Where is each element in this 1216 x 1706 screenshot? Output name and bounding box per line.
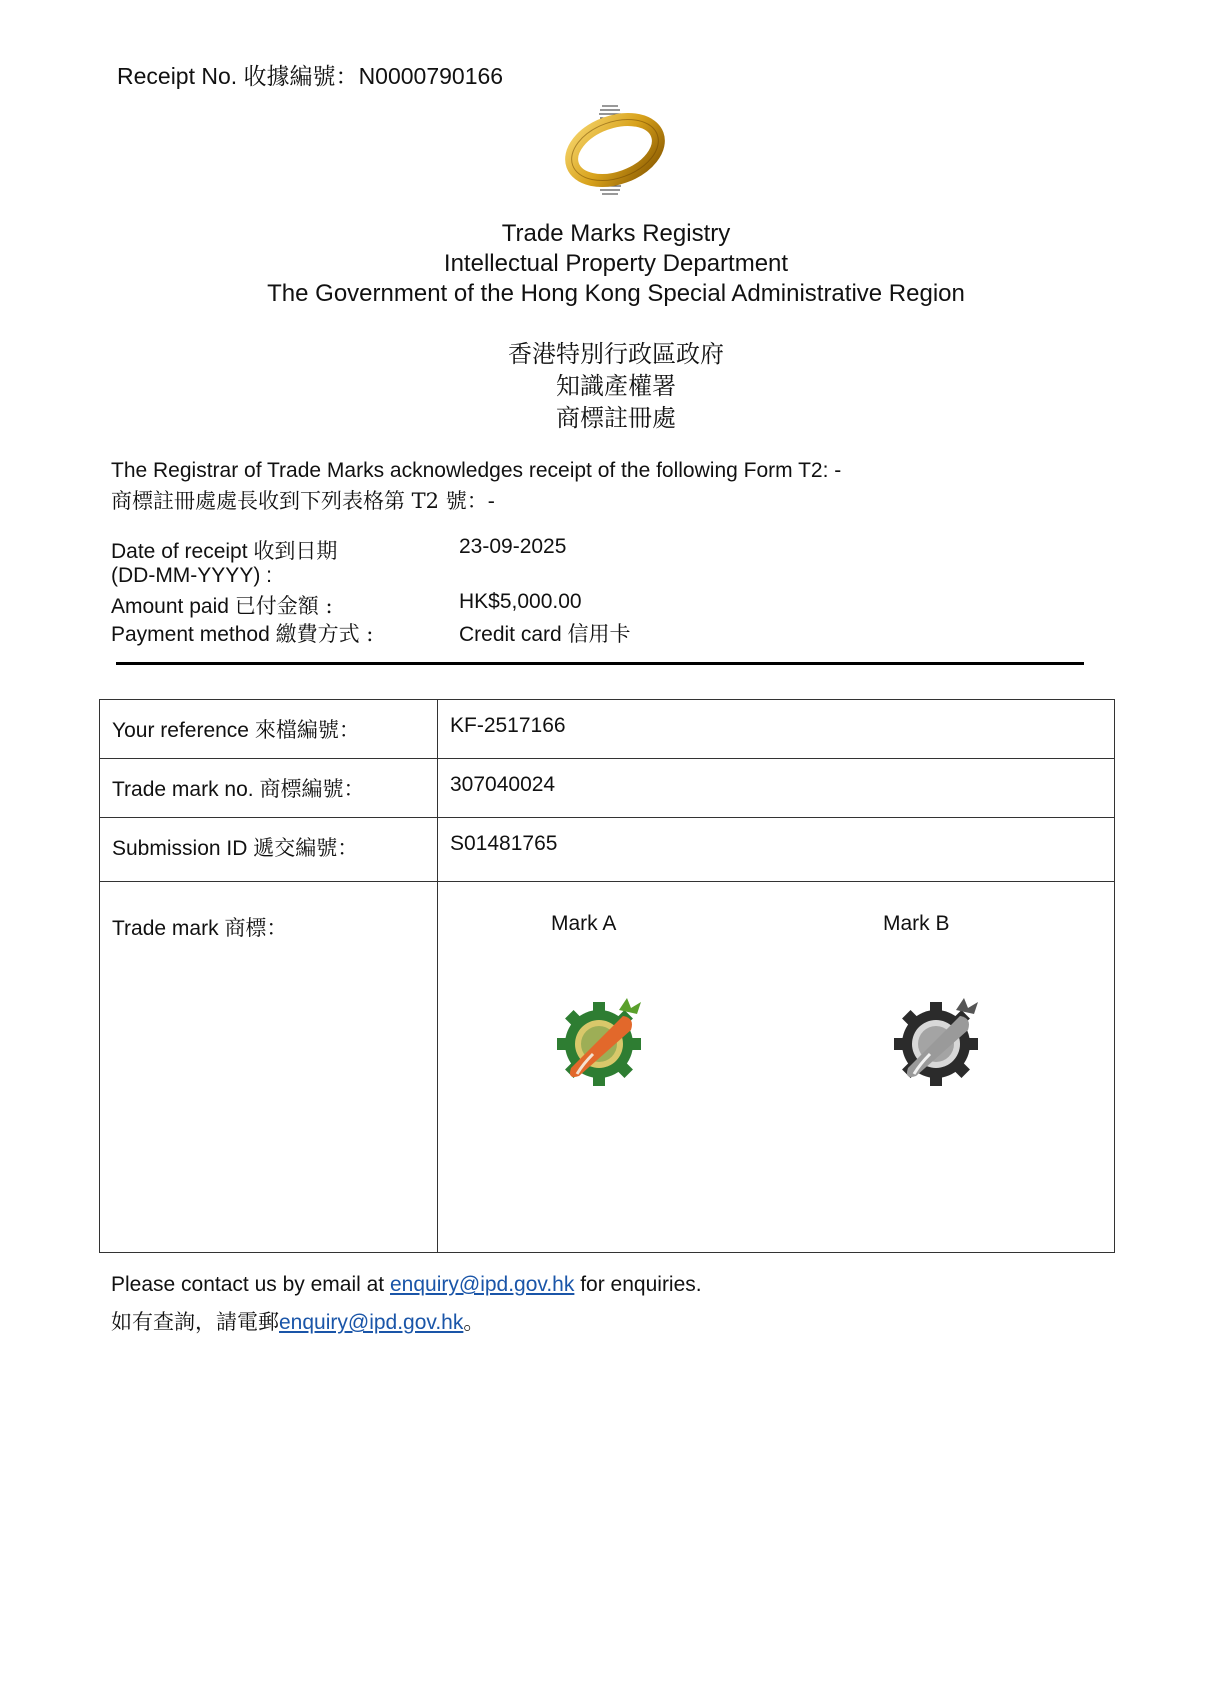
mark-a-title: Mark A bbox=[551, 912, 617, 935]
payment-value-zh: 信用卡 bbox=[567, 622, 631, 646]
contact-line-zh bbox=[111, 1306, 484, 1336]
date-label-en: Date of receipt bbox=[111, 540, 248, 563]
submission-id-label-en: Submission ID bbox=[112, 837, 248, 860]
reference-label-en: Your reference bbox=[112, 719, 249, 742]
date-of-receipt-label bbox=[111, 535, 337, 565]
trade-mark-label-zh: 商標： bbox=[224, 916, 288, 940]
payment-label-en: Payment method bbox=[111, 623, 270, 646]
email-link-en[interactable]: enquiry@ipd.gov.hk bbox=[390, 1273, 575, 1296]
government-name-en: The Government of the Hong Kong Special Administrative Region bbox=[267, 280, 965, 307]
contact-suffix-en: for enquiries. bbox=[580, 1273, 702, 1296]
amount-paid-label bbox=[111, 590, 333, 620]
ipd-ring-logo-icon bbox=[560, 92, 670, 210]
reference-label-zh: 來檔編號： bbox=[254, 718, 360, 742]
receipt-number-label: Receipt No. 收據編號： bbox=[117, 63, 359, 89]
submission-id-label bbox=[100, 818, 438, 882]
section-divider bbox=[116, 662, 1084, 665]
acknowledgement-en: The Registrar of Trade Marks acknowledges receipt of the following Form T2: - bbox=[111, 459, 842, 482]
date-of-receipt-value: 23-09-2025 bbox=[459, 535, 567, 558]
amount-label-zh: 已付金額 : bbox=[234, 594, 333, 618]
acknowledgement-zh: 商標註冊處處長收到下列表格第 T2 號：- bbox=[111, 489, 495, 513]
payment-value-en: Credit card bbox=[459, 623, 562, 646]
department-name-en: Intellectual Property Department bbox=[443, 250, 789, 277]
trade-mark-images-cell bbox=[438, 882, 1115, 1253]
reference-label bbox=[100, 700, 438, 759]
header-title-zh bbox=[0, 338, 1216, 434]
contact-line-en bbox=[111, 1273, 702, 1297]
carrot-gear-color-icon bbox=[553, 990, 653, 1090]
header-title-en bbox=[0, 219, 1216, 309]
table-row bbox=[100, 882, 1115, 1253]
trade-mark-details-table bbox=[99, 699, 1115, 1253]
contact-text-en: Please contact us by email at bbox=[111, 1273, 385, 1296]
amount-label-en: Amount paid bbox=[111, 595, 229, 618]
submission-id-label-zh: 遞交編號： bbox=[253, 836, 359, 860]
trade-mark-label bbox=[100, 882, 438, 1253]
table-row bbox=[100, 700, 1115, 759]
carrot-gear-grayscale-icon bbox=[890, 990, 990, 1090]
submission-id-value: S01481765 bbox=[438, 818, 1115, 882]
trade-mark-no-label-en: Trade mark no. bbox=[112, 778, 254, 801]
amount-paid-value: HK$5,000.00 bbox=[459, 590, 582, 613]
mark-b-title: Mark B bbox=[883, 912, 950, 935]
table-row bbox=[100, 818, 1115, 882]
reference-value: KF-2517166 bbox=[438, 700, 1115, 759]
payment-method-label bbox=[111, 618, 373, 648]
payment-label-zh: 繳費方式 : bbox=[275, 622, 374, 646]
receipt-number-line bbox=[117, 58, 503, 91]
registry-name-zh: 商標註冊處 bbox=[556, 404, 676, 432]
trade-mark-no-label bbox=[100, 759, 438, 818]
contact-text-zh: 如有查詢，請電郵 bbox=[111, 1310, 279, 1334]
trade-mark-no-label-zh: 商標編號： bbox=[259, 777, 365, 801]
government-name-zh: 香港特別行政區政府 bbox=[508, 340, 724, 368]
department-name-zh: 知識產權署 bbox=[556, 372, 676, 400]
registry-name-en: Trade Marks Registry bbox=[501, 220, 731, 247]
date-label-zh: 收到日期 bbox=[253, 539, 338, 563]
marks-container bbox=[438, 882, 1114, 1252]
table-row bbox=[100, 759, 1115, 818]
receipt-number-value: N0000790166 bbox=[358, 63, 504, 89]
email-link-zh[interactable]: enquiry@ipd.gov.hk bbox=[279, 1311, 464, 1334]
trade-mark-label-en: Trade mark bbox=[112, 917, 219, 940]
contact-suffix-zh: 。 bbox=[463, 1310, 485, 1334]
date-format-label: (DD-MM-YYYY) : bbox=[111, 564, 272, 587]
trade-mark-no-value: 307040024 bbox=[438, 759, 1115, 818]
payment-method-value bbox=[459, 618, 631, 648]
